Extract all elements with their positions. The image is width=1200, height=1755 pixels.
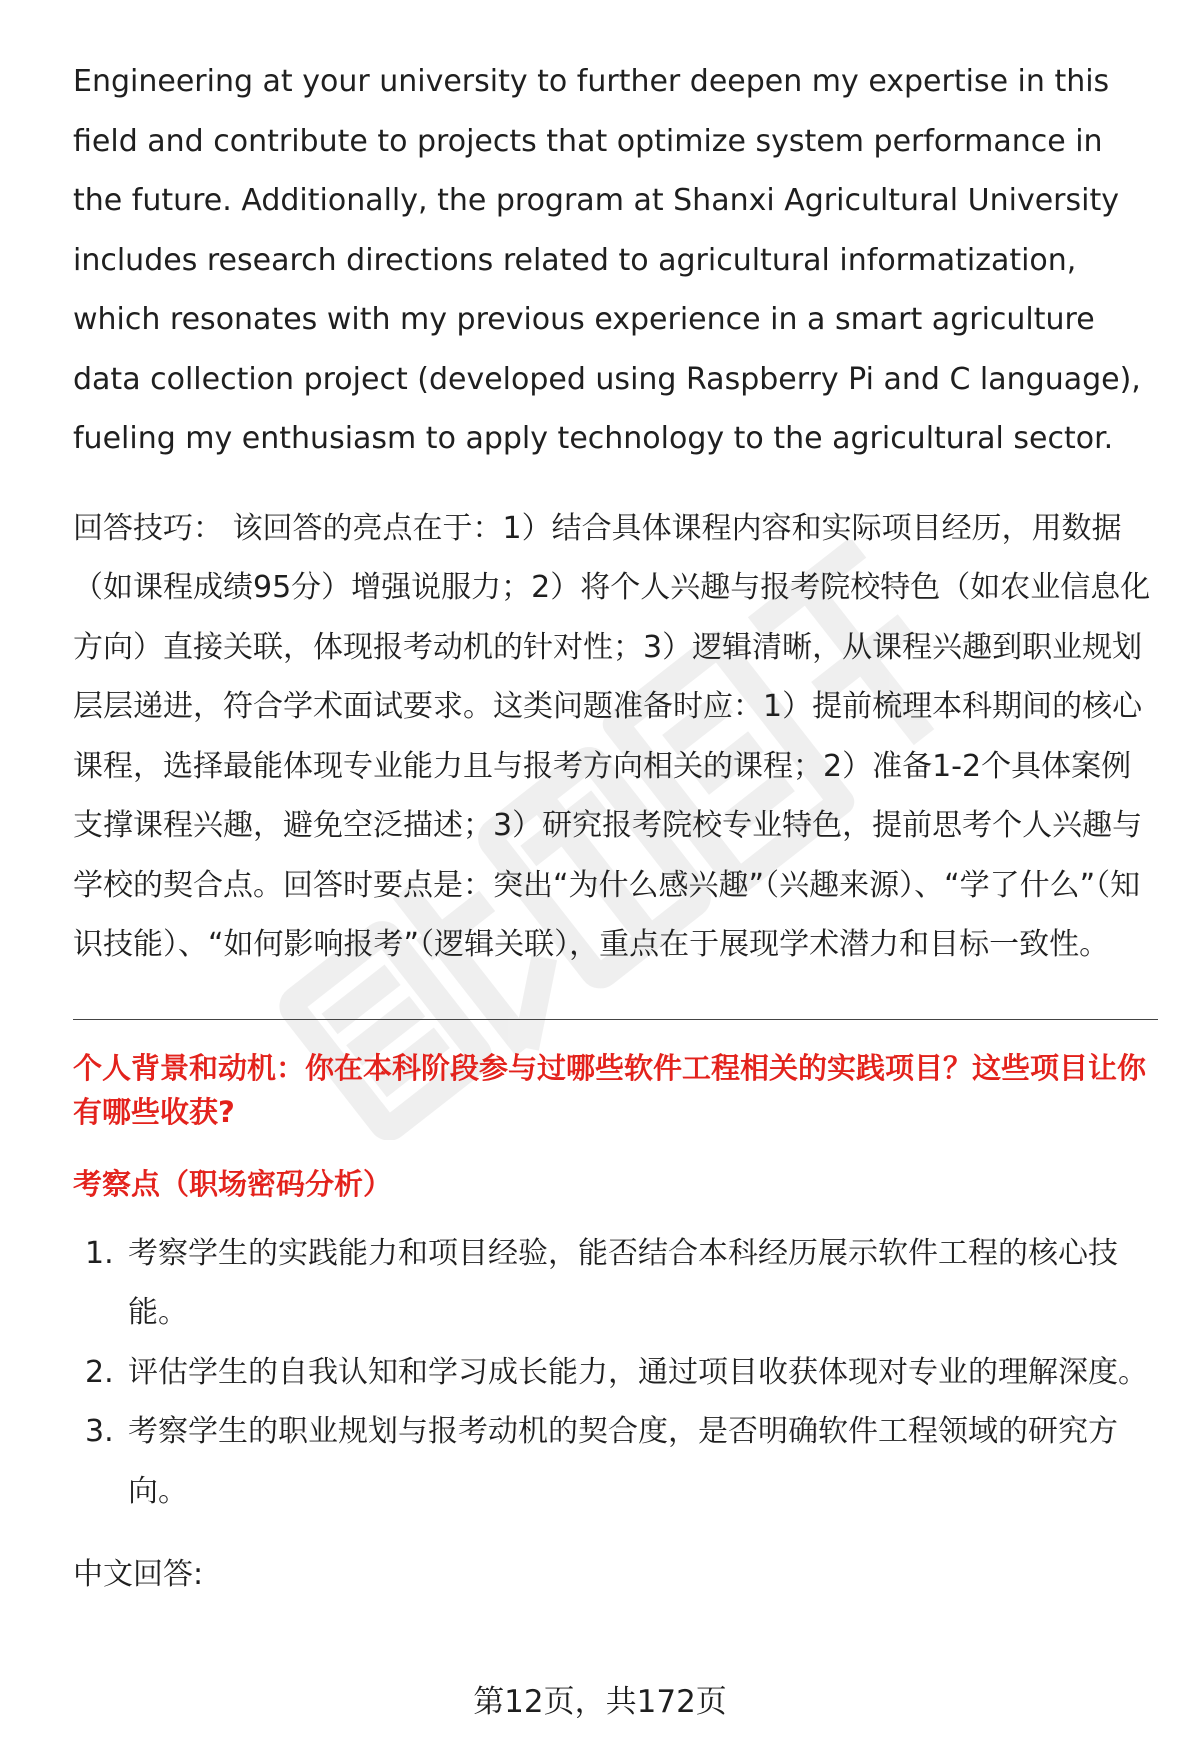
question-heading: 个人背景和动机：你在本科阶段参与过哪些软件工程相关的实践项目？这些项目让你有哪些收获? [73, 1050, 1147, 1129]
list-item-text: 评估学生的自我认知和学习成长能力，通过项目收获体现对专业的理解深度。 [128, 1354, 1148, 1390]
document-page [73, 52, 1158, 1635]
list-item-number: 3. [85, 1414, 114, 1449]
assessment-points-list [73, 1224, 1158, 1522]
list-item-text: 考察学生的职业规划与报考动机的契合度，是否明确软件工程领域的研究方向。 [128, 1414, 1118, 1509]
list-item [73, 1343, 1158, 1403]
list-item-text: 考察学生的实践能力和项目经验，能否结合本科经历展示软件工程的核心技能。 [128, 1235, 1118, 1330]
answer-tips-label: 回答技巧： [73, 510, 223, 546]
list-item-number: 2. [85, 1354, 114, 1390]
page-footer: 第12页，共172页 [473, 1684, 727, 1720]
answer-tips-text: 该回答的亮点在于：1）结合具体课程内容和实际项目经历，用数据（如课程成绩95分）增强说服力；2）将个人兴趣与报考院校特色（如农业信息化方向）直接关联，体现报考动机的针对性；3）逻辑清晰，从课程兴趣到职业规划层层递进，符合学术面试要求。这类问题准备时应：1）提前梳理本科期间的核心课程，选择最能体现专业能力且与报考方向相关的课程；2）准备1-2个具体案例支撑课程兴趣，避免空泛描述；3）研究报考院校专业特色，提前思考个人兴趣与学校的契合点。回答时要点是：突出“为什么感兴趣”（兴趣来源）、“学了什么”（知识技能）、“如何影响报考”（逻辑关联），重点在于展现学术潜力和目标一致性。 [73, 510, 1151, 962]
intro-paragraph: Engineering at your university to further deepen my expertise in this field and contribute to projects that optimize system performance in the future. Additionally, the program at Shanxi Agricultural University includes research directions related to agricultural informatization, which resonates with my previous experience in a smart agriculture data collection project (developed using Raspberry Pi and C language), fueling my enthusiasm to apply technology to the agricultural sector. [73, 64, 1141, 456]
list-item-number: 1. [85, 1235, 114, 1271]
list-item [73, 1224, 1158, 1343]
list-item [73, 1402, 1158, 1521]
section-divider [73, 1019, 1158, 1020]
chinese-answer-label: 中文回答: [73, 1557, 204, 1592]
answer-tips [73, 499, 1158, 975]
assessment-points-heading: 考察点（职场密码分析） [73, 1166, 393, 1201]
